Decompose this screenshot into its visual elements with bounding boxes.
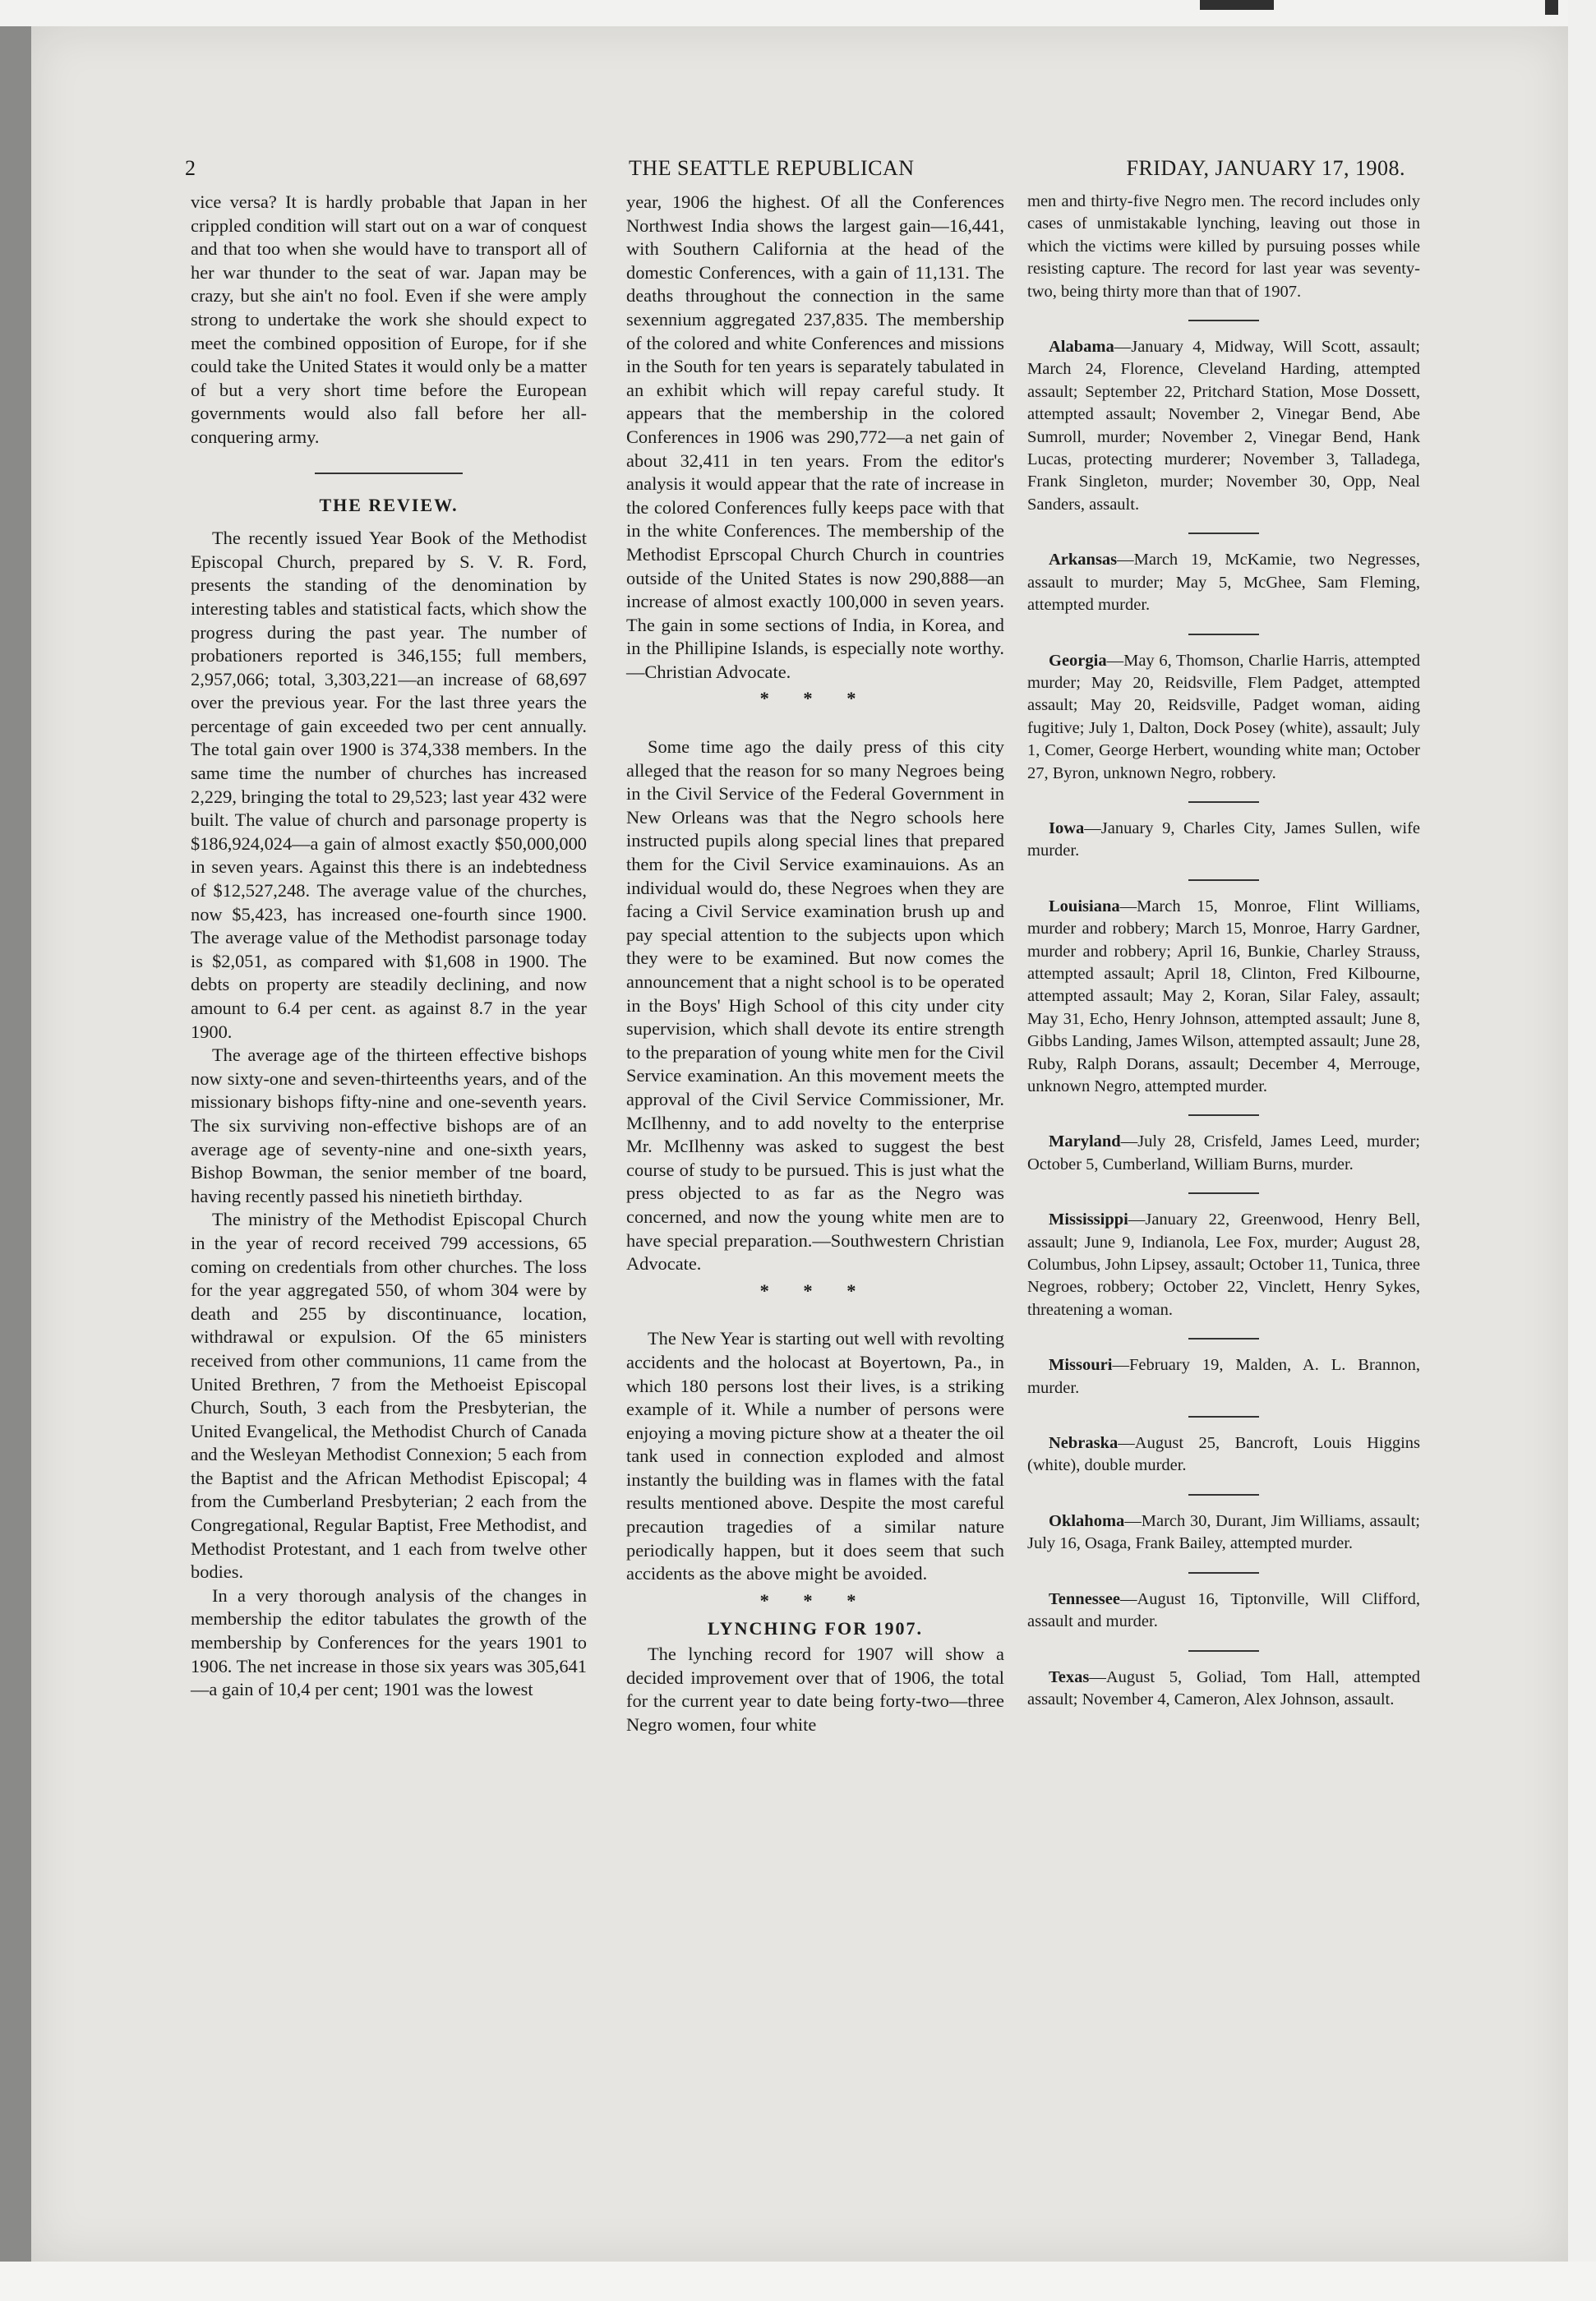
lynching-list (1027, 320, 1420, 1711)
state-name: Arkansas (1049, 551, 1118, 569)
review-paragraph: In a very thorough analysis of the changes in membership the editor tabulates the growth of the membership by Conferences for the years 1901 to 1906. The net increase in those six years was 305,641—a gain of 10,4 per cent; 1901 was the lowest (191, 1584, 587, 1700)
lynching-entry (1027, 1209, 1420, 1321)
state-name: Missouri (1049, 1356, 1113, 1375)
review-heading: THE REVIEW. (319, 494, 459, 515)
lynching-entry (1027, 549, 1420, 616)
state-name: Georgia (1049, 651, 1107, 670)
review-paragraph: The average age of the thirteen effective bishops now sixty-one and seven-thirteenths years, and of the missionary bishops fifty-nine and one-seventh years. The six surviving non-effective bishops are of an average age of seventy-nine and one-sixth years, Bishop Bowman, the senior member of tne board, having recently passed his ninetieth birthday. (191, 1044, 587, 1206)
entry-divider (1188, 1114, 1259, 1116)
scan-mark (1545, 0, 1558, 15)
lynching-entry (1027, 818, 1420, 863)
divider-rule (315, 473, 463, 474)
column-3 (1027, 191, 1420, 1711)
entry-text: —January 4, Midway, Will Scott, assault; March 24, Florence, Cleveland Harding, attempted assault; September 22, Pritchard Station, Mose Dossett, attempted assault; November 2, Vinegar Bend, Abe Sumroll, murder; November 2, Vinegar Bend, Hank Lucas, protecting murderer; November 3, Talladega, Frank Singleton, murder; November 30, Opp, Neal Sanders, assault. (1027, 338, 1420, 514)
state-name: Tennessee (1049, 1589, 1120, 1608)
section-separator-stars: * * * (759, 1280, 871, 1301)
lynching-entry (1027, 1354, 1420, 1400)
civil-service-article: Some time ago the daily press of this city alleged that the reason for so many Negroes being in the Civil Service of the Federal Government in New Orleans was that the Negro schools here instructed pupils along special lines that prepared them for the Civil Service examinauions. As an individual would do, these Negroes when they are facing a Civil Service examination brush up and pay special attention to the subjects upon which they were to be examined. But now comes the announcement that a night school is to be operated in the Boys' High School of this city under city supervision, which shall devote its entire strength to the preparation of young white men for the Civil Service examination. An this movement meets the approval of the Civil Service Commissioner, Mr. McIlhenny, and to add novelty to the enterprise Mr. McIlhenny was asked to suggest the best course of study to be pursued. This is just what the press objected to as far as the Negro was concerned, and now the young white men are to have special preparation.—Southwestern Christian Advocate. (626, 736, 1004, 1275)
newspaper-title: THE SEATTLE REPUBLICAN (629, 156, 915, 180)
lynching-intro: The lynching record for 1907 will show a decided improvement over that of 1906, the total for the current year to date being forty-two—three Negro women, four white (626, 1644, 1004, 1735)
state-name: Alabama (1049, 338, 1114, 357)
lynching-intro-continued: men and thirty-five Negro men. The record includes only cases of unmistakable lynching, leaving out those in which the victims were killed by pursuing posses while resisting capture. The record for last year was seventy-two, being thirty more than that of 1907. (1027, 192, 1420, 301)
entry-text: —August 5, Goliad, Tom Hall, attempted assault; November 4, Cameron, Alex Johnson, assault. (1027, 1667, 1420, 1708)
state-name: Iowa (1049, 818, 1085, 837)
entry-divider (1188, 1572, 1259, 1574)
column-1 (191, 191, 587, 1702)
lynching-entry (1027, 896, 1420, 1099)
state-name: Oklahoma (1049, 1511, 1125, 1530)
entry-divider (1188, 634, 1259, 635)
entry-divider (1188, 801, 1259, 803)
review-continued: year, 1906 the highest. Of all the Conferences Northwest India shows the largest gain—16,441, with Southern California at the head of the domestic Conferences, with a gain of 11,131. The deaths throughout the connection in the same sexennium aggregated 237,835. The membership of the colored and white Conferences and missions in the South for ten years is separately tabulated in an exhibit which will repay careful study. It appears that the membership in the colored Conferences in 1906 was 290,772—a net gain of about 32,411 in ten years. From the editor's analysis it would appear that the rate of increase in the colored Conferences fully keeps pace with that in the white Conferences. The membership of the Methodist Eprscopal Church Church in countries outside of the United States is now 290,888—an increase of almost exactly 100,000 in seven years. The gain in some sections of India, in Korea, and in the Phillipine Islands, is especially note worthy.—Christian Advocate. (626, 191, 1004, 682)
entry-text: —January 22, Greenwood, Henry Bell, assault; June 9, Indianola, Lee Fox, murder; August 28, Columbus, John Lipsey, assault; October 11, Tunica, three Negroes, robbery; October 22, Vinclett, Henry Sykes, threatening a woman. (1027, 1210, 1420, 1319)
scan-top-edge (0, 0, 1596, 26)
lynching-entry (1027, 1667, 1420, 1712)
column-2 (626, 191, 1004, 1736)
state-name: Mississippi (1049, 1210, 1128, 1229)
state-name: Louisiana (1049, 897, 1120, 915)
entry-divider (1188, 1192, 1259, 1194)
entry-text: —March 15, Monroe, Flint Williams, murder and robbery; March 15, Monroe, Harry Gardner, murder and robbery; April 16, Bunkie, Charley Strauss, attempted assault; April 18, Clinton, Fred Kilbourne, attempted assault; May 2, Koran, Silar Faley, assault; May 31, Echo, Henry Johnson, attempted assault; June 8, Gibbs Landing, James Wilson, attempted assault; June 28, Ruby, Ralph Dorans, assault; December 4, Merrouge, unknown Negro, attempted murder. (1027, 897, 1420, 1095)
scan-mark (1200, 0, 1274, 10)
section-separator-stars: * * * (759, 688, 871, 709)
entry-divider (1188, 320, 1259, 321)
entry-text: —February 19, Malden, A. L. Brannon, murder. (1027, 1356, 1420, 1397)
entry-divider (1188, 1494, 1259, 1496)
lynching-entry (1027, 1131, 1420, 1176)
entry-text: —March 30, Durant, Jim Williams, assault; July 16, Osaga, Frank Bailey, attempted murder. (1027, 1511, 1420, 1553)
state-name: Texas (1049, 1667, 1090, 1686)
scan-right-edge (1568, 0, 1596, 2301)
entry-divider (1188, 879, 1259, 881)
entry-text: —May 6, Thomson, Charlie Harris, attempted murder; May 20, Reidsville, Flem Padget, attempted assault; May 20, Reidsville, Padget woman, aiding fugitive; July 1, Dalton, Dock Posey (white), assault; July 1, Comer, George Herbert, wounding white man; October 27, Byron, unknown Negro, robbery. (1027, 651, 1420, 782)
scan-bottom-edge (0, 2262, 1596, 2301)
entry-text: —January 9, Charles City, James Sullen, wife murder. (1027, 818, 1420, 860)
page-number: 2 (185, 156, 196, 180)
lynching-entry (1027, 336, 1420, 516)
section-separator-stars: * * * (759, 1589, 871, 1611)
entry-text: —August 25, Bancroft, Louis Higgins (white), double murder. (1027, 1434, 1420, 1475)
entry-divider (1188, 1338, 1259, 1340)
review-paragraph: The recently issued Year Book of the Methodist Episcopal Church, prepared by S. V. R. Ford, presents the standing of the denomination by interesting tables and statistical facts, which show the progress during the past year. The number of probationers reported is 346,155; full members, 2,957,066; total, 3,303,221—an increase of 68,697 over the previous year. For the last three years the percentage of gain exceeded two per cent annually. The total gain over 1900 is 374,338 members. In the same time the number of churches has increased 2,229, bringing the total to 29,523; last year 432 were built. The value of church and parsonage property is $186,924,024—a gain of almost exactly $50,000,000 in seven years. Against this there is an indebtedness of $12,527,248. The average value of the churches, now $5,423, has increased one-fourth since 1900. The average value of the Methodist parsonage today is $2,051, as compared with $1,608 in 1900. The debts on property are steadily declining, and now amount to 6.4 per cent. as against 8.7 in the year 1900. (191, 528, 587, 1042)
issue-date: FRIDAY, JANUARY 17, 1908. (1126, 156, 1405, 180)
entry-divider (1188, 533, 1259, 534)
state-name: Maryland (1049, 1132, 1121, 1151)
boyertown-article: The New Year is starting out well with revolting accidents and the holocast at Boyertown, Pa., in which 180 persons lost their lives, is a striking example of it. While a number of persons were enjoying a moving picture show at a theater the oil tank used in connection exploded and almost instantly the building was in flames with the fatal results mentioned above. Despite the most careful precaution tragedies of a similar nature periodically happen, but it does seem that such accidents as the above might be avoided. (626, 1328, 1004, 1584)
entry-divider (1188, 1416, 1259, 1418)
masthead (185, 156, 1405, 186)
state-name: Nebraska (1049, 1434, 1119, 1453)
review-paragraph: The ministry of the Methodist Episcopal Church in the year of record received 799 accessions, 65 coming on credentials from other churches. The loss for the year aggregated 550, of whom 304 were by death and 255 by discontinuance, location, withdrawal or expulsion. Of the 65 ministers received from other communions, 11 came from the United Brethren, 7 from the Methoeist Episcopal Church, South, 3 each from the Presbyterian, the United Evangelical, the Methodist Church of Canada and the Wesleyan Methodist Connexion; 5 each from the Baptist and the African Methodist Episcopal; 4 from the Cumberland Presbyterian; 2 each from the Congregational, Regular Baptist, Free Methodist, and Methodist Protestant, and 1 each from twelve other bodies. (191, 1209, 587, 1583)
japan-article-end: vice versa? It is hardly probable that Japan in her crippled condition will start out on a war of conquest and that too when she would have to transport all of her war thunder to the seat of war. Japan may be crazy, but she ain't no fool. Even if she were amply strong to undertake the work she should expect to meet the combined opposition of Europe, for if she could take the United States it would only be a matter of but a very short time before the European governments would also fall before her all-conquering army. (191, 191, 587, 447)
entry-text: —March 19, McKamie, two Negresses, assault to murder; May 5, McGhee, Sam Fleming, attempted murder. (1027, 551, 1420, 615)
entry-divider (1188, 1650, 1259, 1652)
entry-text: —July 28, Crisfeld, James Leed, murder; October 5, Cumberland, William Burns, murder. (1027, 1132, 1420, 1174)
lynching-entry (1027, 1589, 1420, 1634)
lynching-entry (1027, 650, 1420, 785)
lynching-entry (1027, 1510, 1420, 1556)
entry-text: —August 16, Tiptonville, Will Clifford, assault and murder. (1027, 1589, 1420, 1631)
lynching-entry (1027, 1432, 1420, 1478)
lynching-heading: LYNCHING FOR 1907. (708, 1618, 923, 1639)
